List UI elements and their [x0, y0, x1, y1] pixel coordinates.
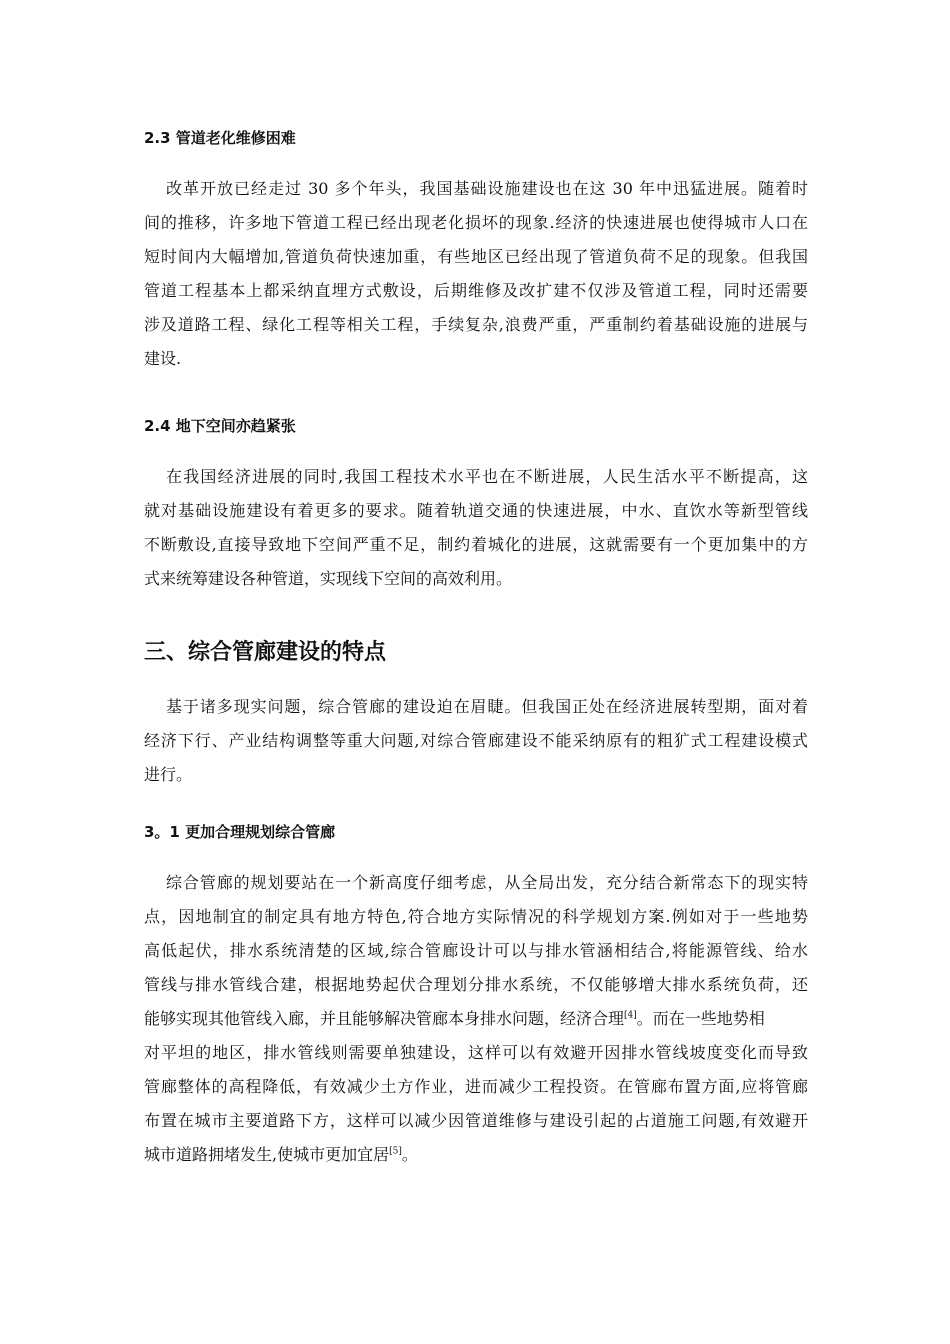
- text-line-with-citation: [144, 1138, 808, 1172]
- paragraph-3: [144, 690, 808, 792]
- text-segment: 。: [401, 1145, 418, 1164]
- text-line: 不断敷设,直接导致地下空间严重不足，制约着城化的进展，这就需要有一个更加集中的方: [144, 535, 808, 554]
- text-line: 在我国经济进展的同时,我国工程技术水平也在不断进展，人民生活水平不断提高，这: [166, 467, 808, 486]
- text-segment: 城市道路拥堵发生,使城市更加宜居: [144, 1145, 390, 1164]
- text-line: 经济下行、产业结构调整等重大问题,对综合管廊建设不能采纳原有的粗犷式工程建设模式: [144, 731, 808, 750]
- text-line: 高低起伏，排水系统清楚的区域,综合管廊设计可以与排水管涵相结合,将能源管线、给水: [144, 941, 808, 960]
- citation-ref-5: [5]: [389, 1146, 402, 1157]
- text-line: 涉及道路工程、绿化工程等相关工程，手续复杂,浪费严重，严重制约着基础设施的进展与: [144, 315, 808, 334]
- paragraph-2-4: [144, 460, 808, 596]
- text-line: 点，因地制宜的制定具有地方特色,符合地方实际情况的科学规划方案.例如对于一些地势: [144, 907, 808, 926]
- paragraph-2-3: [144, 172, 808, 376]
- section-heading-3-1: 3。1 更加合理规划综合管廊: [144, 823, 336, 841]
- section-heading-2-4: 2.4 地下空间亦趋紧张: [144, 417, 296, 435]
- citation-ref-4: [4]: [624, 1010, 637, 1021]
- text-line: 管廊整体的高程降低，有效减少土方作业，进而减少工程投资。在管廊布置方面,应将管廊: [144, 1077, 808, 1096]
- text-line: 改革开放已经走过 30 多个年头，我国基础设施建设也在这 30 年中迅猛进展。随着时: [166, 179, 808, 198]
- text-line: 就对基础设施建设有着更多的要求。随着轨道交通的快速进展，中水、直饮水等新型管线: [144, 501, 808, 520]
- chapter-heading-3: 三、综合管廊建设的特点: [144, 640, 387, 665]
- paragraph-3-1: [144, 866, 808, 1172]
- section-heading-2-3: 2.3 管道老化维修困难: [144, 129, 296, 147]
- text-line: 对平坦的地区，排水管线则需要单独建设，这样可以有效避开因排水管线坡度变化而导致: [144, 1043, 808, 1062]
- text-line: 综合管廊的规划要站在一个新高度仔细考虑，从全局出发，充分结合新常态下的现实特: [166, 873, 808, 892]
- text-line: 管道工程基本上都采纳直埋方式敷设，后期维修及改扩建不仅涉及管道工程，同时还需要: [144, 281, 808, 300]
- text-line-with-citation: [144, 1002, 808, 1036]
- text-line: 布置在城市主要道路下方，这样可以减少因管道维修与建设引起的占道施工问题,有效避开: [144, 1111, 808, 1130]
- text-line: 式来统筹建设各种管道，实现线下空间的高效利用。: [144, 569, 513, 588]
- text-line: 间的推移，许多地下管道工程已经出现老化损坏的现象.经济的快速进展也使得城市人口在: [144, 213, 808, 232]
- text-line: 建设.: [144, 349, 182, 368]
- text-line: 基于诸多现实问题，综合管廊的建设迫在眉睫。但我国正处在经济进展转型期，面对着: [166, 697, 808, 716]
- text-line: 管线与排水管线合建，根据地势起伏合理划分排水系统，不仅能够增大排水系统负荷，还: [144, 975, 808, 994]
- text-line: 进行。: [144, 765, 193, 784]
- text-segment: 。而在一些地势相: [636, 1009, 765, 1028]
- text-line: 短时间内大幅增加,管道负荷快速加重，有些地区已经出现了管道负荷不足的现象。但我国: [144, 247, 808, 266]
- text-segment: 能够实现其他管线入廊，并且能够解决管廊本身排水问题，经济合理: [144, 1009, 625, 1028]
